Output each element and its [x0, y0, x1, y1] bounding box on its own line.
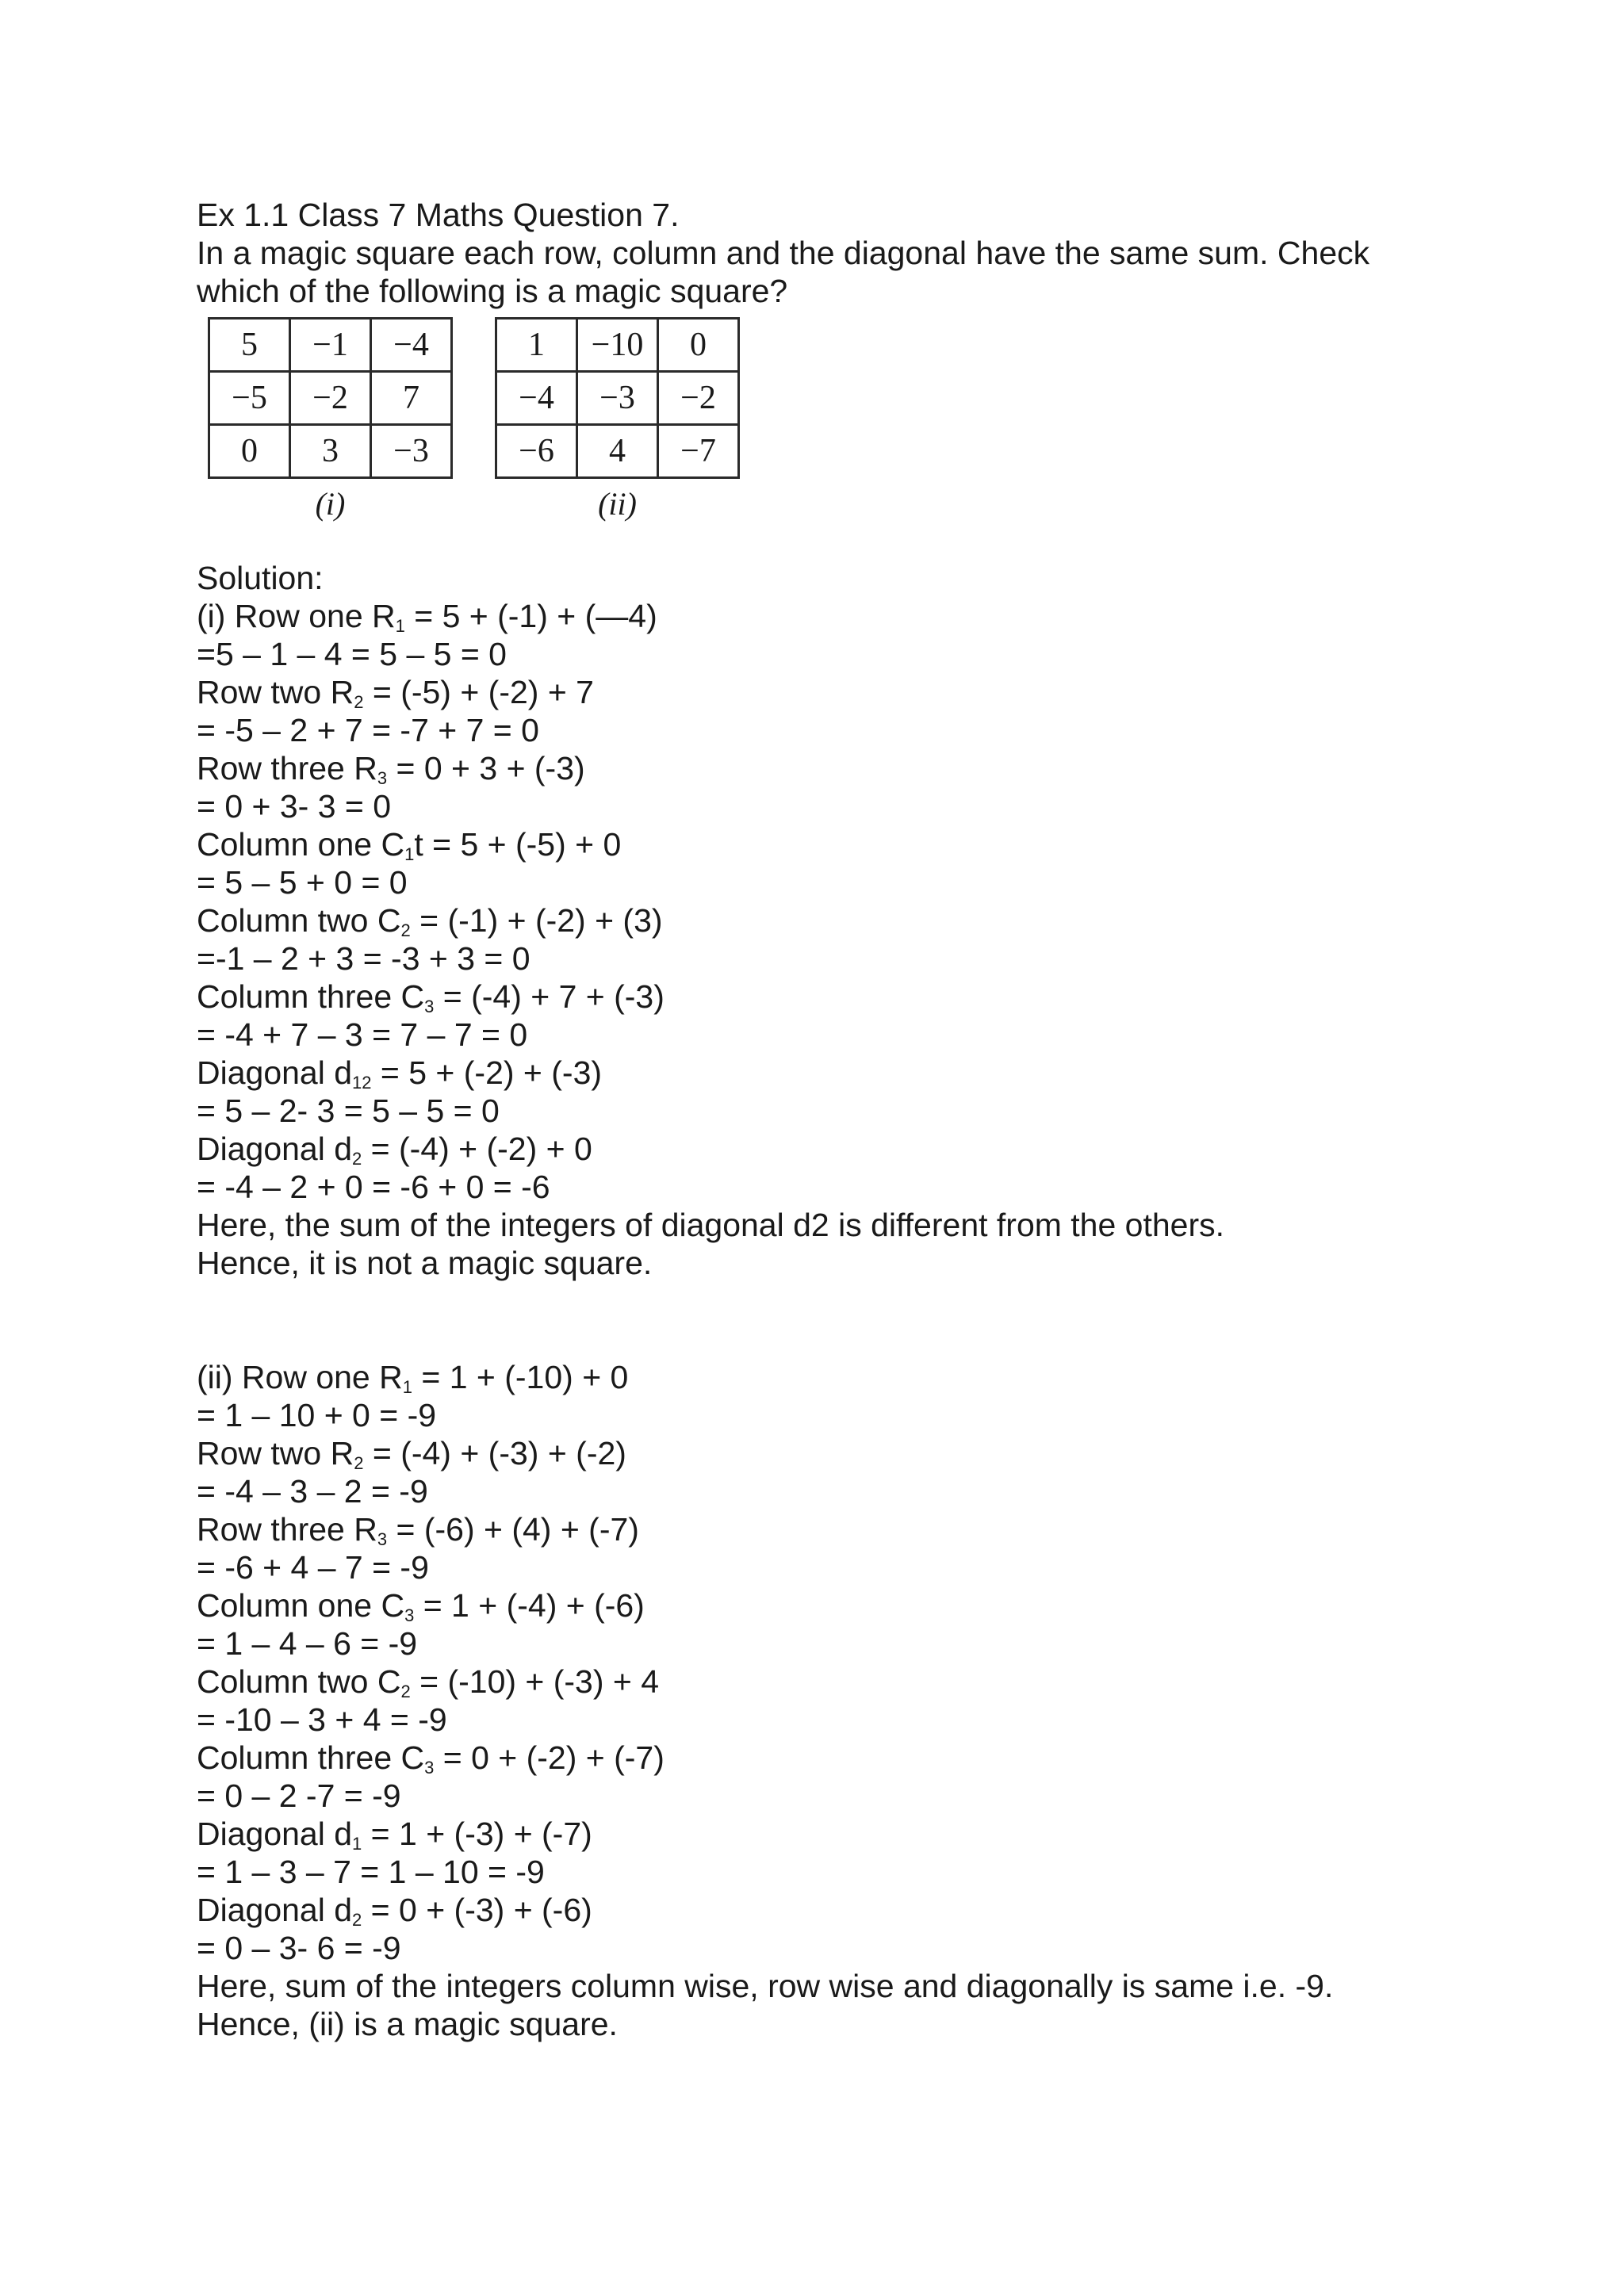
solution-label: Diagonal d — [197, 1054, 353, 1091]
square-cell: 5 — [209, 319, 290, 372]
solution-line: = 0 – 2 -7 = -9 — [197, 1777, 401, 1814]
square-cell: 7 — [371, 372, 452, 425]
square-cell: 0 — [658, 319, 739, 372]
solution-line: = -4 + 7 – 3 = 7 – 7 = 0 — [197, 1016, 528, 1053]
magic-square-i — [208, 317, 453, 522]
solution-expression: = 1 + (-3) + (-7) — [362, 1816, 592, 1852]
magic-square-i-caption: (i) — [315, 486, 346, 522]
solution-line — [197, 1358, 1333, 1396]
square-cell: 4 — [577, 425, 658, 478]
solution-line — [197, 1130, 1333, 1168]
solution-line: = -4 – 3 – 2 = -9 — [197, 1473, 428, 1510]
solution-expression: = (-6) + (4) + (-7) — [387, 1511, 639, 1548]
solution-subscript: 3 — [377, 1529, 388, 1549]
solution-line — [197, 901, 1333, 939]
solution-subscript: 2 — [352, 1910, 362, 1930]
solution-expression: = (-10) + (-3) + 4 — [410, 1663, 660, 1700]
solution-subscript: 3 — [377, 768, 388, 788]
solution-note: Here, the sum of the integers of diagonal d2 is different from the others. — [197, 1207, 1225, 1243]
square-cell: −1 — [290, 319, 371, 372]
solution-subscript: 2 — [352, 1149, 362, 1169]
solution-expression: = 5 + (-1) + (—4) — [404, 598, 657, 634]
solution-line: = -6 + 4 – 7 = -9 — [197, 1549, 429, 1586]
solution-subscript: 2 — [400, 1682, 411, 1701]
solution-subscript: 1 — [402, 1377, 412, 1397]
square-cell: 3 — [290, 425, 371, 478]
solution-line: = 1 – 4 – 6 = -9 — [197, 1625, 418, 1662]
solution-subscript: 1 — [404, 844, 415, 864]
solution-label: Diagonal d — [197, 1816, 353, 1852]
solution-line — [197, 1586, 1333, 1624]
solution-label: Diagonal d — [197, 1131, 353, 1167]
solution-line: = 0 + 3- 3 = 0 — [197, 788, 392, 825]
solution-line — [197, 1054, 1333, 1092]
solution-label: Column three C — [197, 1739, 425, 1776]
question-title: Ex 1.1 Class 7 Maths Question 7. — [197, 197, 680, 233]
question-text-line-2: which of the following is a magic square? — [197, 273, 788, 309]
square-cell: −3 — [371, 425, 452, 478]
solution-subscript: 1 — [395, 616, 405, 636]
magic-square-ii — [495, 317, 740, 522]
square-cell: −2 — [658, 372, 739, 425]
solution-line — [197, 597, 1333, 635]
solution-heading: Solution: — [197, 560, 324, 596]
solution-subscript: 2 — [400, 920, 411, 940]
question-block — [197, 196, 1369, 310]
square-row — [496, 319, 739, 372]
square-cell: −4 — [371, 319, 452, 372]
solution-subscript: 2 — [354, 692, 364, 712]
solution-subscript: 12 — [352, 1073, 372, 1093]
square-cell: −3 — [577, 372, 658, 425]
solution-line: = -10 – 3 + 4 = -9 — [197, 1701, 447, 1738]
solution-line — [197, 1663, 1333, 1701]
square-cell: −6 — [496, 425, 577, 478]
blank-line — [197, 1320, 1333, 1358]
solution-subscript: 1 — [352, 1834, 362, 1854]
solution-label: Column one C — [197, 826, 405, 863]
solution-label: Row two R — [197, 1435, 354, 1471]
solution-expression: = (-1) + (-2) + (3) — [410, 902, 663, 939]
square-cell: 1 — [496, 319, 577, 372]
solution-line: =-1 – 2 + 3 = -3 + 3 = 0 — [197, 940, 530, 977]
solution-block — [197, 559, 1333, 2043]
solution-expression: = 1 + (-10) + 0 — [412, 1359, 629, 1395]
square-row — [209, 319, 452, 372]
magic-square-ii-table — [495, 317, 740, 479]
blank-line — [197, 1282, 1333, 1320]
solution-label: Column two C — [197, 1663, 401, 1700]
solution-expression: = (-4) + 7 + (-3) — [434, 978, 665, 1015]
solution-expression: = 1 + (-4) + (-6) — [414, 1587, 645, 1624]
square-cell: −2 — [290, 372, 371, 425]
solution-line: = 5 – 5 + 0 = 0 — [197, 864, 408, 901]
magic-square-figures — [208, 317, 763, 555]
solution-line — [197, 825, 1333, 863]
square-cell: 0 — [209, 425, 290, 478]
square-cell: −5 — [209, 372, 290, 425]
solution-line: = 0 – 3- 6 = -9 — [197, 1930, 401, 1966]
solution-subscript: 3 — [404, 1605, 415, 1625]
square-cell: −7 — [658, 425, 739, 478]
solution-line: =5 – 1 – 4 = 5 – 5 = 0 — [197, 636, 507, 672]
solution-label: Row two R — [197, 674, 354, 710]
solution-label: (i) Row one R — [197, 598, 396, 634]
solution-subscript: 3 — [424, 1758, 435, 1777]
solution-line — [197, 978, 1333, 1016]
solution-note: Here, sum of the integers column wise, row wise and diagonally is same i.e. -9. — [197, 1968, 1334, 2004]
solution-expression: = (-4) + (-3) + (-2) — [363, 1435, 626, 1471]
solution-expression: = 0 + (-3) + (-6) — [362, 1892, 592, 1928]
solution-label: Column two C — [197, 902, 401, 939]
solution-line: = 1 – 3 – 7 = 1 – 10 = -9 — [197, 1854, 545, 1890]
square-row — [496, 425, 739, 478]
solution-line — [197, 1815, 1333, 1853]
solution-expression: = (-4) + (-2) + 0 — [362, 1131, 592, 1167]
solution-conclusion: Hence, it is not a magic square. — [197, 1245, 653, 1281]
solution-line: = -5 – 2 + 7 = -7 + 7 = 0 — [197, 712, 539, 748]
solution-line: = 1 – 10 + 0 = -9 — [197, 1397, 437, 1433]
solution-line — [197, 1891, 1333, 1929]
solution-label: Row three R — [197, 750, 377, 786]
solution-line — [197, 1739, 1333, 1777]
solution-line — [197, 673, 1333, 711]
solution-expression: = 5 + (-2) + (-3) — [371, 1054, 603, 1091]
solution-expression: t = 5 + (-5) + 0 — [414, 826, 622, 863]
solution-line — [197, 1434, 1333, 1472]
solution-line: = -4 – 2 + 0 = -6 + 0 = -6 — [197, 1169, 550, 1205]
square-row — [209, 425, 452, 478]
solution-conclusion: Hence, (ii) is a magic square. — [197, 2006, 618, 2042]
solution-label: Column three C — [197, 978, 425, 1015]
solution-expression: = 0 + (-2) + (-7) — [434, 1739, 665, 1776]
solution-label: Row three R — [197, 1511, 377, 1548]
magic-square-ii-caption: (ii) — [598, 486, 637, 522]
solution-line — [197, 1510, 1333, 1548]
solution-line: = 5 – 2- 3 = 5 – 5 = 0 — [197, 1093, 500, 1129]
square-cell: −4 — [496, 372, 577, 425]
solution-line — [197, 749, 1333, 787]
question-text-line-1: In a magic square each row, column and the diagonal have the same sum. Check — [197, 235, 1370, 271]
square-row — [496, 372, 739, 425]
solution-label: (ii) Row one R — [197, 1359, 403, 1395]
solution-subscript: 3 — [424, 997, 435, 1016]
solution-label: Column one C — [197, 1587, 405, 1624]
solution-label: Diagonal d — [197, 1892, 353, 1928]
square-row — [209, 372, 452, 425]
solution-expression: = 0 + 3 + (-3) — [387, 750, 585, 786]
magic-square-i-table — [208, 317, 453, 479]
solution-expression: = (-5) + (-2) + 7 — [363, 674, 594, 710]
square-cell: −10 — [577, 319, 658, 372]
solution-subscript: 2 — [354, 1453, 364, 1473]
